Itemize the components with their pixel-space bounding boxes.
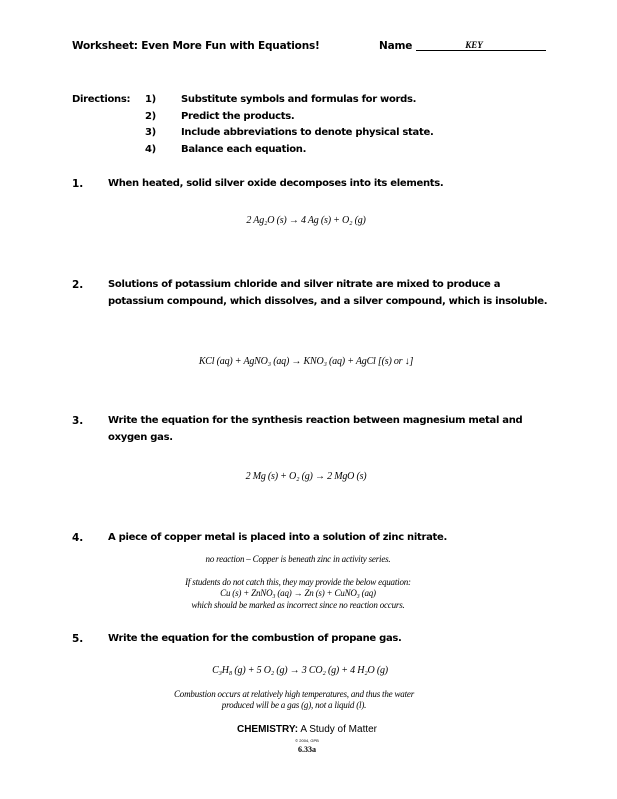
answer-equation: Cu (s) + ZnNO₃ (aq) → Zn (s) + CuNO₃ (aq): [220, 588, 376, 598]
direction-num: 4): [145, 144, 156, 155]
footer-brand: [237, 724, 377, 735]
question-number: 3.: [72, 415, 84, 427]
name-line: [416, 50, 546, 51]
answer-equation: KCl (aq) + AgNO₃ (aq) → KNO₃ (aq) + AgCl [(s) or ↓]: [198, 356, 414, 367]
footer-brand-rest: A Study of Matter: [298, 724, 378, 735]
worksheet-title: Worksheet: Even More Fun with Equations!: [72, 40, 320, 52]
directions-label: Directions:: [72, 94, 131, 105]
question-number: 1.: [72, 178, 84, 190]
answer-equation: 2 Mg (s) + O₂ (g) → 2 MgO (s): [245, 471, 367, 482]
answer-equation: 2 Ag₂O (s) → 4 Ag (s) + O₂ (g): [246, 215, 366, 226]
page-number: 6.33a: [298, 745, 316, 754]
question-text: When heated, solid silver oxide decomposes into its elements.: [108, 178, 444, 189]
answer-note: which should be marked as incorrect since no reaction occurs.: [191, 600, 405, 610]
footer-brand-bold: CHEMISTRY:: [236, 724, 299, 735]
name-value: KEY: [465, 40, 483, 50]
direction-text: Substitute symbols and formulas for words.: [181, 94, 417, 105]
question-number: 5.: [72, 633, 84, 645]
direction-num: 2): [145, 111, 156, 122]
question-text: Solutions of potassium chloride and silver nitrate are mixed to produce a potassium compound, which dissolves, and a silver compound, which is insoluble.: [108, 279, 548, 307]
answer-note: no reaction – Copper is beneath zinc in activity series.: [205, 554, 391, 564]
name-label: Name: [379, 40, 413, 52]
question-number: 4.: [72, 532, 84, 544]
answer-note: Combustion occurs at relatively high temperatures, and thus the water: [173, 689, 415, 699]
question-text: Write the equation for the synthesis reaction between magnesium metal and oxygen gas.: [108, 415, 523, 443]
question-text: A piece of copper metal is placed into a solution of zinc nitrate.: [108, 532, 447, 543]
direction-text: Balance each equation.: [181, 144, 307, 155]
direction-text: Predict the products.: [181, 111, 295, 122]
answer-note: If students do not catch this, they may provide the below equation:: [185, 577, 411, 587]
answer-equation: C₃H₈ (g) + 5 O₂ (g) → 3 CO₂ (g) + 4 H₂O (g): [212, 665, 388, 676]
question-text: Write the equation for the combustion of propane gas.: [108, 633, 402, 644]
question-number: 2.: [72, 279, 84, 291]
answer-note: produced will be a gas (g), not a liquid (l).: [221, 700, 367, 710]
direction-num: 1): [145, 94, 156, 105]
direction-text: Include abbreviations to denote physical state.: [181, 127, 434, 138]
direction-num: 3): [145, 127, 156, 138]
footer-copyright: © 2004, GPB: [295, 738, 319, 743]
